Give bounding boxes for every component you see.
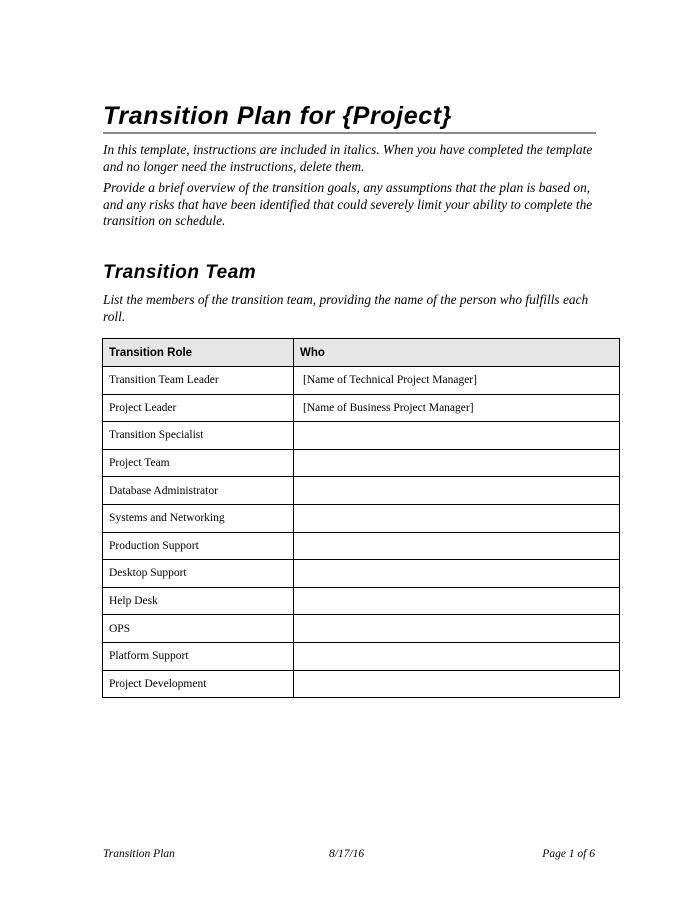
table-row (103, 449, 620, 477)
page-title: Transition Plan for {Project} (103, 100, 596, 134)
role-cell: Project Development (103, 670, 294, 698)
table-row (103, 422, 620, 450)
transition-team-table (102, 338, 620, 698)
footer-page-number: Page 1 of 6 (542, 848, 595, 860)
table-row (103, 587, 620, 615)
table-row (103, 367, 620, 395)
table-row (103, 560, 620, 588)
role-cell: Desktop Support (103, 560, 294, 588)
who-cell (294, 477, 620, 505)
table-row (103, 642, 620, 670)
role-cell: Project Leader (103, 394, 294, 422)
who-cell (294, 560, 620, 588)
role-cell: Project Team (103, 449, 294, 477)
table-row (103, 477, 620, 505)
column-header-who: Who (294, 339, 620, 367)
section-heading-transition-team: Transition Team (103, 262, 257, 283)
table-row (103, 504, 620, 532)
table-row (103, 615, 620, 643)
footer-date: 8/17/16 (329, 848, 365, 860)
table-row (103, 532, 620, 560)
column-header-role: Transition Role (103, 339, 294, 367)
footer-document-name: Transition Plan (103, 848, 175, 860)
table-row (103, 394, 620, 422)
section-instruction-text: List the members of the transition team, providing the name of the person who fulfills each roll. (103, 292, 589, 324)
who-cell (294, 532, 620, 560)
who-cell (294, 587, 620, 615)
who-cell: [Name of Technical Project Manager] (294, 367, 620, 395)
role-cell: Database Administrator (103, 477, 294, 505)
table-row (103, 670, 620, 698)
role-cell: Systems and Networking (103, 504, 294, 532)
who-cell: [Name of Business Project Manager] (294, 394, 620, 422)
role-cell: Transition Specialist (103, 422, 294, 450)
role-cell: OPS (103, 615, 294, 643)
role-cell: Platform Support (103, 642, 294, 670)
who-cell (294, 422, 620, 450)
who-cell (294, 449, 620, 477)
role-cell: Transition Team Leader (103, 367, 294, 395)
who-cell (294, 615, 620, 643)
table-header-row (103, 339, 620, 367)
instruction-text: Provide a brief overview of the transition goals, any assumptions that the plan is based on, and any risks that have been identified that could severely limit your ability to complete the transition on schedule. (103, 180, 593, 228)
page-footer (103, 846, 595, 862)
who-cell (294, 642, 620, 670)
who-cell (294, 504, 620, 532)
role-cell: Help Desk (103, 587, 294, 615)
who-cell (294, 670, 620, 698)
instruction-text: In this template, instructions are included in italics. When you have completed the template and no longer need the instructions, delete them. (103, 142, 593, 174)
role-cell: Production Support (103, 532, 294, 560)
